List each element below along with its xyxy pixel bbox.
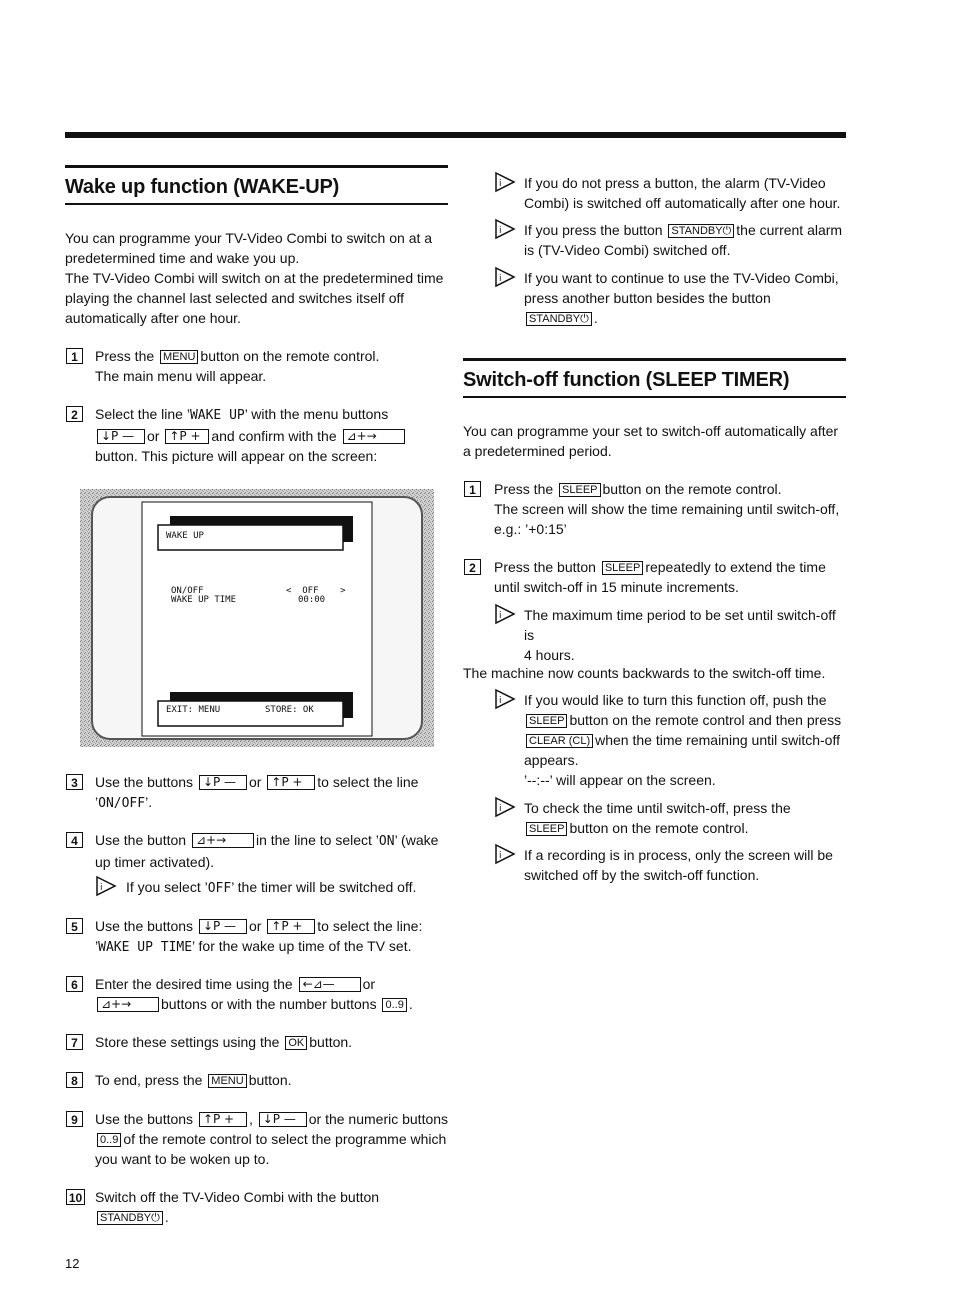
intro-line: automatically after one hour. (65, 310, 241, 326)
intro-line: predetermined time and wake you up. (65, 250, 300, 266)
p-minus-button-label: ↓P — (199, 775, 247, 790)
menu-button-label: MENU (208, 1074, 246, 1088)
screen-footer-exit: EXIT: MENU (166, 705, 221, 715)
svg-text:i: i (499, 226, 502, 236)
step-4-note: If you select ’OFF’ the timer will be switched off. (126, 879, 417, 896)
screen-row-on-off-value: < OFF > (286, 586, 346, 596)
step-number: 1 (464, 481, 481, 497)
p-minus-button-label: ↓P — (259, 1112, 307, 1127)
svg-text:i: i (499, 611, 502, 621)
step-1-text: Press the MENU button on the remote control. The main menu will appear. (95, 348, 380, 384)
p-plus-button-label: ↑P + (267, 919, 315, 934)
ok-button-label: OK (285, 1036, 307, 1050)
step-9-text: Use the buttons ↑P + , ↓P — or the numeric buttons 0..9 of the remote control to select the programme which you want to be woken up to. (95, 1111, 449, 1167)
sleep-step-2-text: Press the button SLEEP repeatedly to extend the time until switch-off in 15 minute increments. (494, 559, 826, 595)
info-icon (494, 796, 516, 818)
step-2-text: Select the line ’WAKE UP’ with the menu buttons ↓P — or ↑P + and confirm with the ⊿+→ button. This picture will appear on the screen: (95, 404, 450, 466)
number-buttons-label: 0..9 (97, 1133, 121, 1147)
note-recording: If a recording is in process, only the screen will be switched off by the switch-off function. (524, 847, 833, 883)
note-continue-use: If you want to continue to use the TV-Video Combi, press another button besides the button STANDBY⏻ . (524, 270, 839, 326)
p-minus-button-label: ↓P — (97, 429, 145, 444)
step-number: 1 (66, 348, 83, 364)
standby-button-label: STANDBY⏻ (668, 224, 734, 238)
menu-button-label: MENU (160, 350, 198, 364)
note-alarm-auto-off: If you do not press a button, the alarm (TV-Video Combi) is switched off automatically after one hour. (524, 175, 841, 211)
step-number: 2 (66, 406, 83, 422)
p-plus-button-label: ↑P + (267, 775, 315, 790)
step-number: 9 (66, 1111, 83, 1127)
screen-row-time-label: WAKE UP TIME (171, 595, 237, 605)
standby-button-label: STANDBY⏻ (526, 312, 592, 326)
info-icon (494, 171, 516, 193)
sleep-intro: You can programme your set to switch-off automatically after a predetermined period. (463, 423, 839, 459)
step-number: 2 (464, 559, 481, 575)
step-number: 8 (66, 1072, 83, 1088)
screen-header: WAKE UP (166, 531, 204, 541)
wake-up-intro (65, 228, 448, 328)
note-max-period: The maximum time period to be set until switch-off is 4 hours. (524, 607, 836, 663)
svg-text:i: i (499, 696, 502, 706)
right-arrow-button-label: ⊿+→ (343, 429, 405, 444)
info-icon (494, 843, 516, 865)
svg-text:i: i (499, 274, 502, 284)
step-number: 7 (66, 1034, 83, 1050)
sleep-button-label: SLEEP (602, 561, 643, 575)
intro-line: You can programme your TV-Video Combi to switch on at a (65, 230, 433, 246)
svg-text:i: i (499, 804, 502, 814)
screen-row-on-off-label: ON/OFF (171, 586, 204, 596)
info-icon (494, 603, 516, 625)
info-icon (95, 875, 117, 897)
section-title-sleep-timer: Switch-off function (SLEEP TIMER) (463, 358, 846, 398)
p-plus-button-label: ↑P + (199, 1112, 247, 1127)
note-turn-off: If you would like to turn this function off, push the SLEEP button on the remote control and then press CLEAR (CL) when the time remaining until switch-off appears. ’--:--’ will appear on the screen. (524, 692, 842, 788)
svg-text:i: i (100, 883, 103, 893)
info-icon (494, 218, 516, 240)
intro-line: playing the channel last selected and switches itself off (65, 290, 405, 306)
screen-footer-store: STORE: OK (265, 705, 314, 715)
step-5-text: Use the buttons ↓P — or ↑P + to select the line: ’WAKE UP TIME’ for the wake up time of the TV set. (95, 918, 423, 955)
step-10-text: Switch off the TV-Video Combi with the button STANDBY⏻ . (95, 1189, 380, 1225)
svg-text:i: i (499, 179, 502, 189)
note-check-time: To check the time until switch-off, press the SLEEP button on the remote control. (524, 800, 791, 836)
right-arrow-button-label: ⊿+→ (192, 833, 254, 848)
step-7-text: Store these settings using the OK button. (95, 1034, 353, 1050)
page-number: 12 (65, 1256, 80, 1271)
p-plus-button-label: ↑P + (165, 429, 209, 444)
counts-backwards-text: The machine now counts backwards to the switch-off time. (463, 665, 826, 681)
info-icon (494, 688, 516, 710)
step-number: 6 (66, 976, 83, 992)
number-buttons-label: 0..9 (382, 998, 406, 1012)
note-standby-alarm: If you press the button STANDBY⏻ the current alarm is (TV-Video Combi) switched off. (524, 222, 843, 258)
p-minus-button-label: ↓P — (199, 919, 247, 934)
left-arrow-button-label: ←⊿— (299, 977, 361, 992)
step-4-text: Use the button ⊿+→ in the line to select ’ON’ (wake up timer activated). (95, 832, 439, 870)
svg-text:i: i (499, 851, 502, 861)
tv-screen-frame (80, 489, 434, 747)
sleep-step-1-text: Press the SLEEP button on the remote control. The screen will show the time remaining until switch-off, e.g.: ’+0:15’ (494, 481, 840, 537)
clear-button-label: CLEAR (CL) (526, 734, 593, 748)
right-arrow-button-label: ⊿+→ (97, 997, 159, 1012)
info-icon (494, 266, 516, 288)
screen-row-time-value: 00:00 (298, 595, 326, 605)
step-number: 10 (66, 1189, 85, 1205)
step-number: 5 (66, 918, 83, 934)
top-rule (65, 132, 846, 138)
step-8-text: To end, press the MENU button. (95, 1072, 292, 1088)
section-title-wake-up: Wake up function (WAKE-UP) (65, 165, 448, 205)
tv-screen-illustration (80, 489, 434, 747)
sleep-button-label: SLEEP (526, 822, 567, 836)
step-number: 4 (66, 832, 83, 848)
step-3-text: Use the buttons ↓P — or ↑P + to select the line ’ON/OFF’. (95, 774, 419, 811)
step-6-text: Enter the desired time using the ←⊿— or ⊿+→ buttons or with the number buttons 0..9 . (95, 976, 413, 1012)
step-number: 3 (66, 774, 83, 790)
sleep-button-label: SLEEP (559, 483, 600, 497)
standby-button-label: STANDBY⏻ (97, 1211, 163, 1225)
sleep-button-label: SLEEP (526, 714, 567, 728)
intro-line: The TV-Video Combi will switch on at the predetermined time (65, 270, 444, 286)
